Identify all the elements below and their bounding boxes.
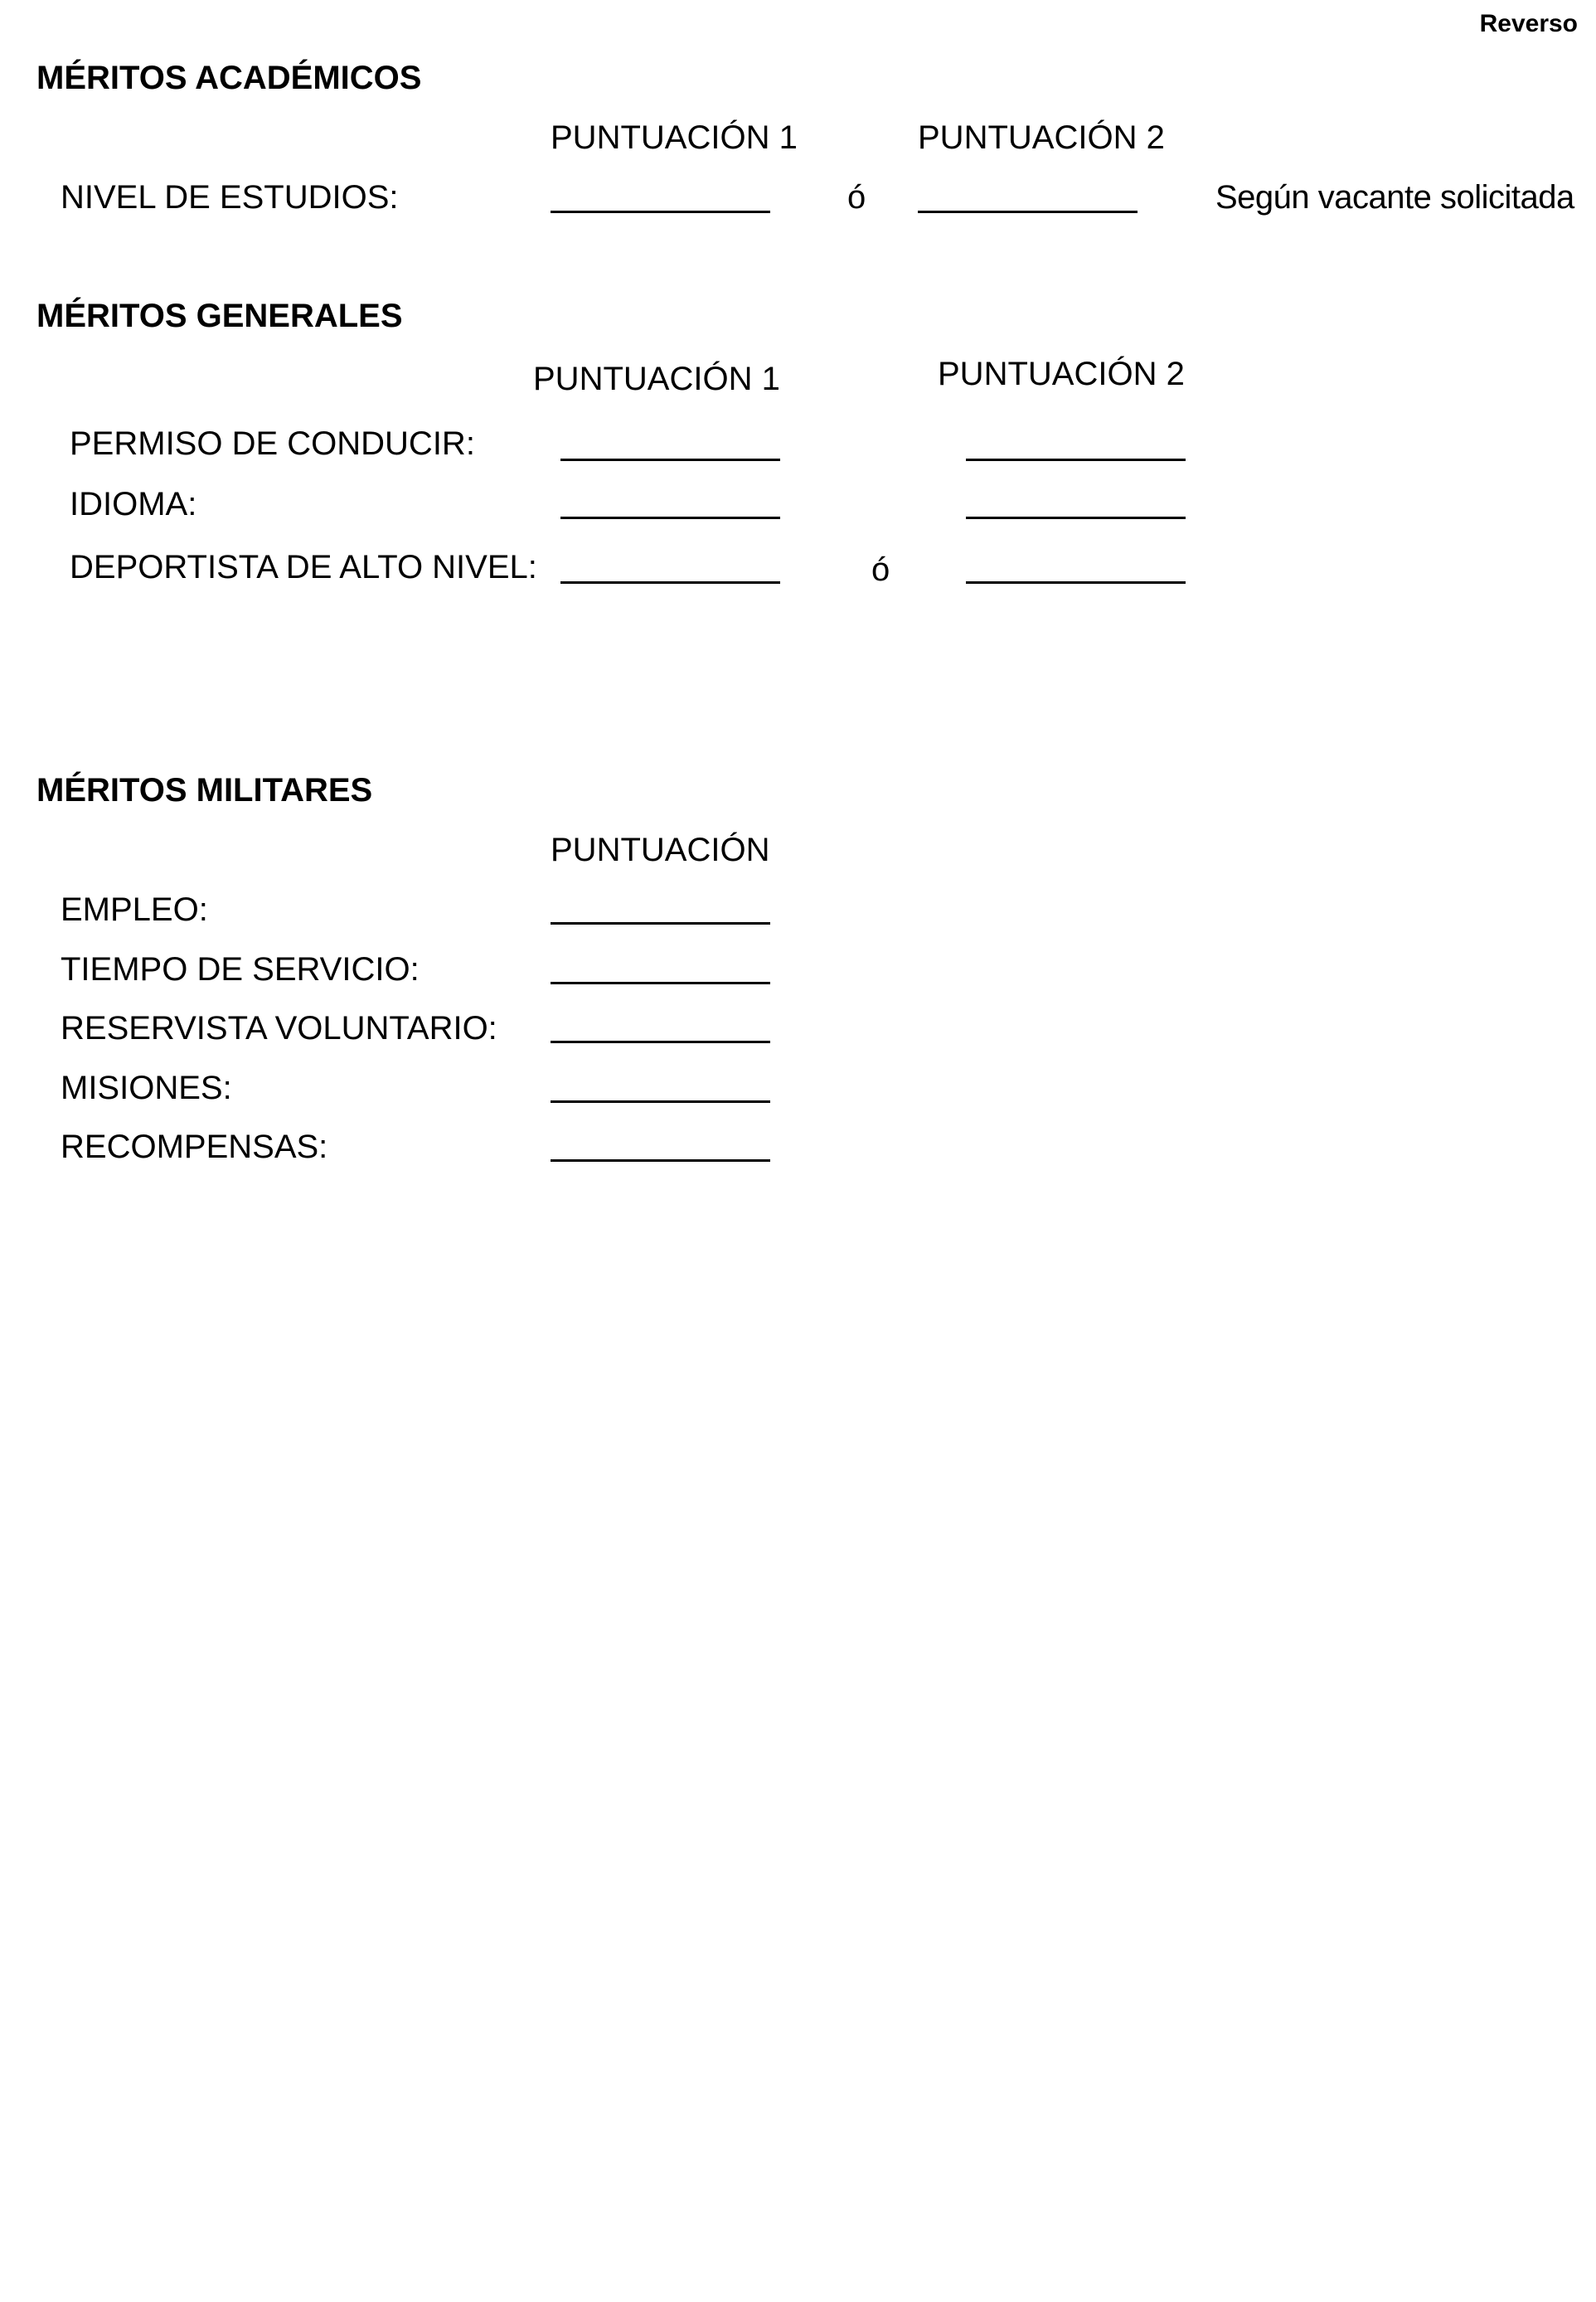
generales-col-puntuacion-2: PUNTUACIÓN 2 bbox=[938, 356, 1185, 392]
nivel-estudios-puntuacion-1-field[interactable] bbox=[551, 211, 770, 213]
idioma-puntuacion-2-field[interactable] bbox=[966, 517, 1186, 519]
misiones-label: MISIONES: bbox=[61, 1070, 232, 1106]
empleo-label: EMPLEO: bbox=[61, 891, 208, 928]
recompensas-puntuacion-field[interactable] bbox=[551, 1159, 770, 1162]
section-title-militares: MÉRITOS MILITARES bbox=[36, 772, 373, 809]
recompensas-label: RECOMPENSAS: bbox=[61, 1129, 328, 1165]
empleo-puntuacion-field[interactable] bbox=[551, 922, 770, 925]
permiso-conducir-puntuacion-2-field[interactable] bbox=[966, 459, 1186, 461]
reverso-label: Reverso bbox=[1479, 10, 1578, 37]
section-title-generales: MÉRITOS GENERALES bbox=[36, 298, 403, 334]
militares-col-puntuacion: PUNTUACIÓN bbox=[551, 832, 770, 868]
nivel-estudios-label: NIVEL DE ESTUDIOS: bbox=[61, 179, 399, 216]
nivel-estudios-or-separator: ó bbox=[847, 179, 866, 216]
nivel-estudios-note: Según vacante solicitada bbox=[1215, 179, 1574, 216]
academicos-col-puntuacion-2: PUNTUACIÓN 2 bbox=[918, 119, 1165, 156]
misiones-puntuacion-field[interactable] bbox=[551, 1100, 770, 1103]
section-title-academicos: MÉRITOS ACADÉMICOS bbox=[36, 60, 422, 96]
reservista-voluntario-label: RESERVISTA VOLUNTARIO: bbox=[61, 1010, 497, 1047]
permiso-conducir-label: PERMISO DE CONDUCIR: bbox=[70, 425, 475, 462]
permiso-conducir-puntuacion-1-field[interactable] bbox=[560, 459, 780, 461]
idioma-label: IDIOMA: bbox=[70, 486, 197, 522]
deportista-alto-nivel-puntuacion-1-field[interactable] bbox=[560, 581, 780, 584]
deportista-alto-nivel-puntuacion-2-field[interactable] bbox=[966, 581, 1186, 584]
tiempo-servicio-puntuacion-field[interactable] bbox=[551, 982, 770, 984]
reservista-voluntario-puntuacion-field[interactable] bbox=[551, 1041, 770, 1043]
nivel-estudios-puntuacion-2-field[interactable] bbox=[918, 211, 1138, 213]
generales-col-puntuacion-1: PUNTUACIÓN 1 bbox=[533, 361, 780, 397]
tiempo-servicio-label: TIEMPO DE SERVICIO: bbox=[61, 951, 420, 988]
idioma-puntuacion-1-field[interactable] bbox=[560, 517, 780, 519]
deportista-alto-nivel-label: DEPORTISTA DE ALTO NIVEL: bbox=[70, 549, 537, 585]
deportista-alto-nivel-or-separator: ó bbox=[871, 551, 890, 588]
academicos-col-puntuacion-1: PUNTUACIÓN 1 bbox=[551, 119, 798, 156]
